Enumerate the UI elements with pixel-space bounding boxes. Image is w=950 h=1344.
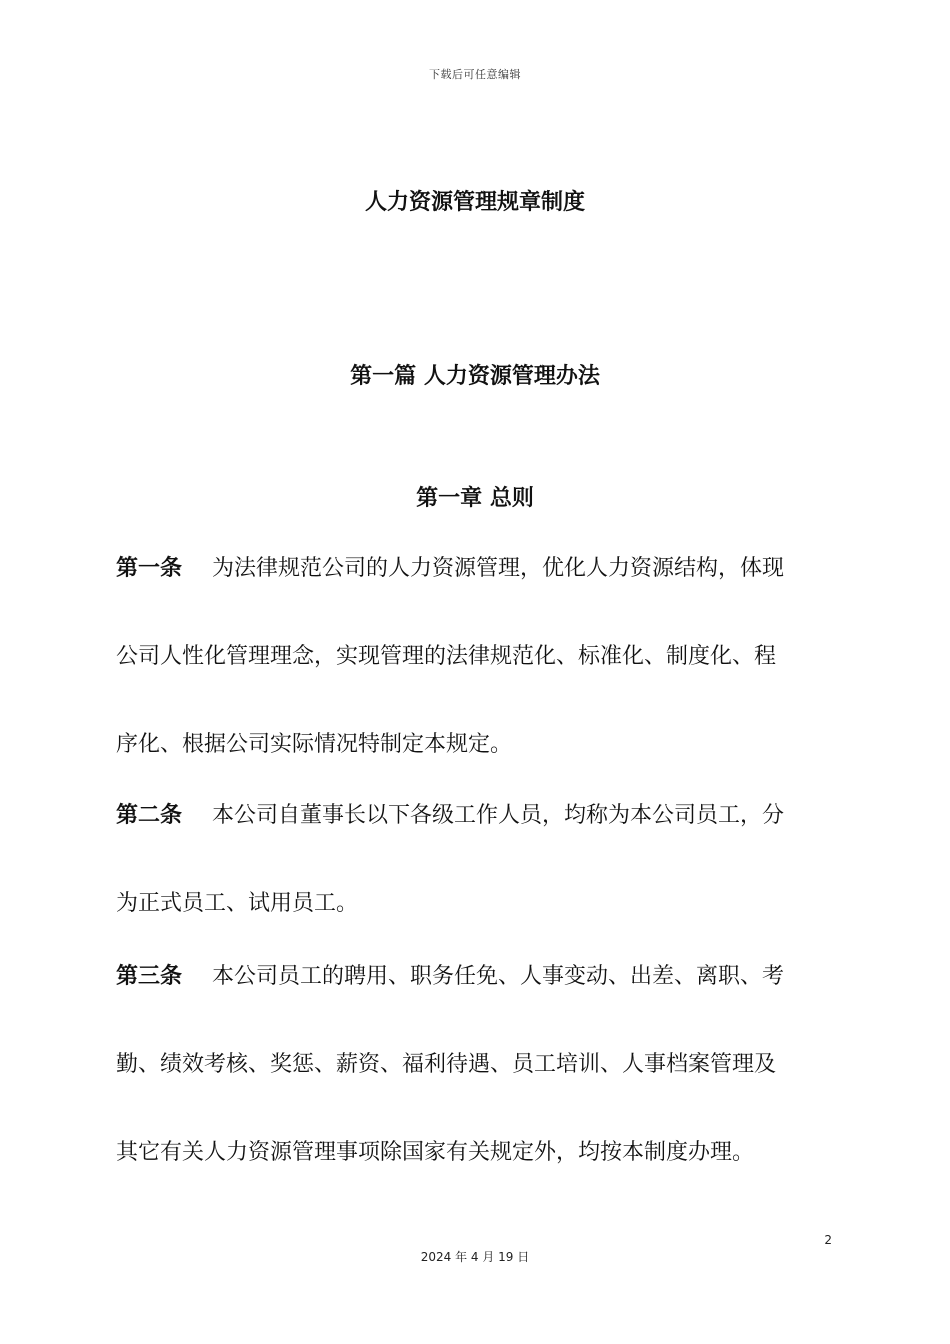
article-1 [116, 554, 832, 818]
page-footer-date: 2024 年 4 月 19 日 [420, 1250, 530, 1264]
article-line: 公司人性化管理理念，实现管理的法律规范化、标准化、制度化、程 [116, 644, 777, 669]
article-3 [116, 962, 832, 1226]
article-line [116, 801, 832, 889]
article-line: 为正式员工、试用员工。 [116, 891, 359, 916]
page-number: 2 [824, 1233, 832, 1247]
article-label: 第三条 [116, 964, 183, 989]
article-text: 本公司员工的聘用、职务任免、人事变动、出差、离职、考 [212, 964, 785, 989]
part-title: 第一篇 人力资源管理办法 [350, 364, 600, 389]
article-label: 第二条 [116, 803, 183, 828]
article-line [116, 554, 832, 642]
page-header-note: 下载后可任意编辑 [429, 68, 521, 81]
article-text: 本公司自董事长以下各级工作人员，均称为本公司员工，分 [212, 803, 785, 828]
article-2 [116, 801, 832, 977]
document-title: 人力资源管理规章制度 [364, 190, 585, 215]
article-text: 为法律规范公司的人力资源管理，优化人力资源结构，体现 [212, 556, 785, 581]
article-line [116, 962, 832, 1050]
article-label: 第一条 [116, 556, 183, 581]
article-line: 其它有关人力资源管理事项除国家有关规定外，均按本制度办理。 [116, 1140, 755, 1165]
article-line: 序化、根据公司实际情况特制定本规定。 [116, 732, 513, 757]
chapter-title: 第一章 总则 [416, 486, 534, 511]
article-line: 勤、绩效考核、奖惩、薪资、福利待遇、员工培训、人事档案管理及 [116, 1052, 777, 1077]
